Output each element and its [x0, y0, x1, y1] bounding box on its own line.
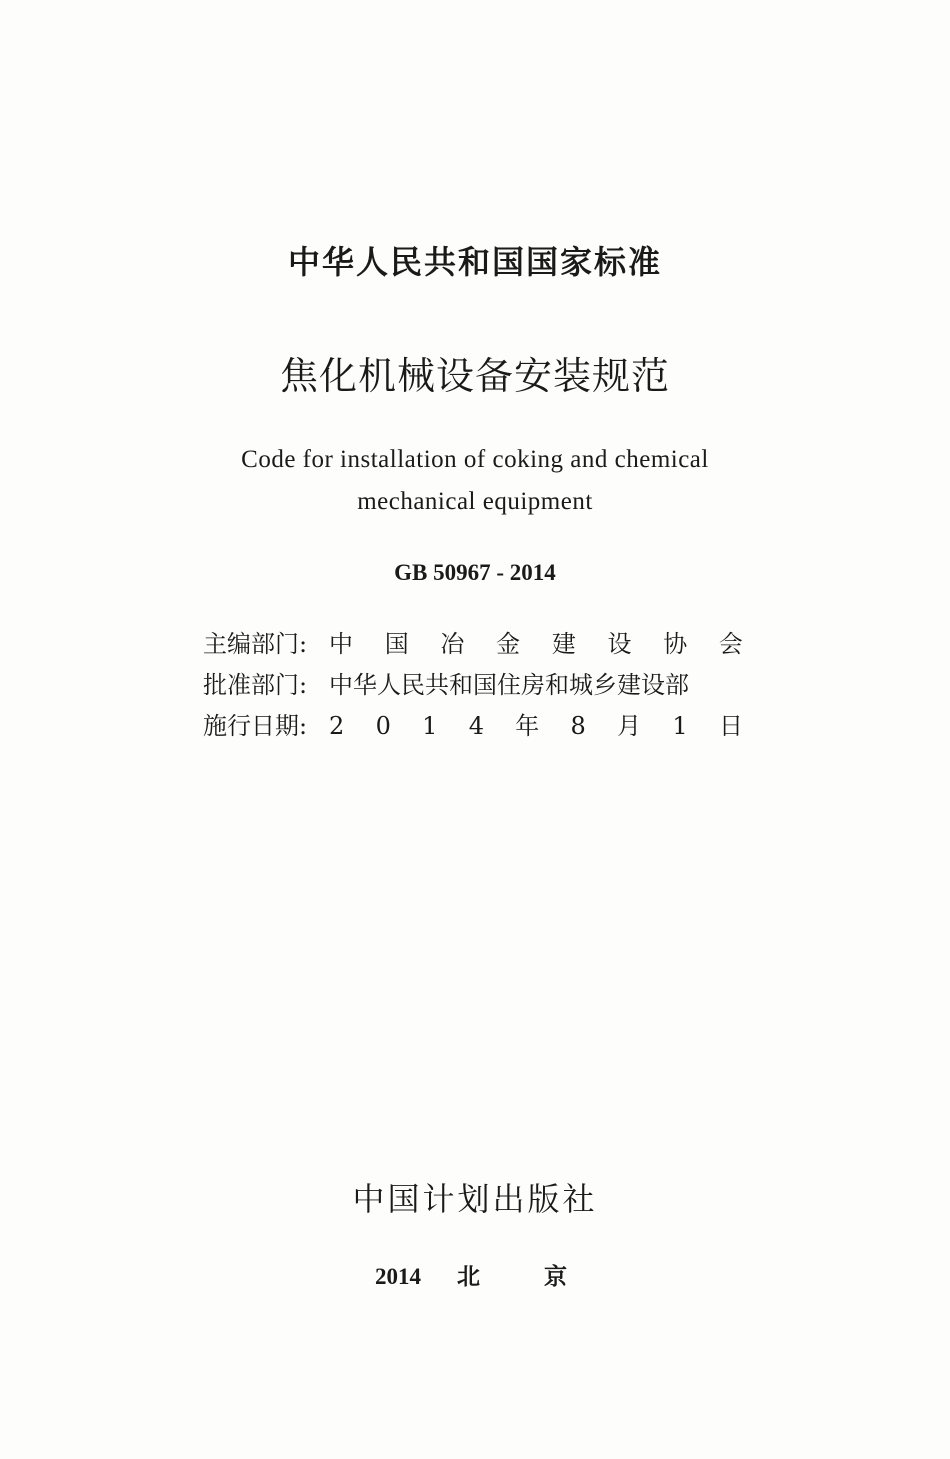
publication-city	[457, 1260, 567, 1294]
date-char: 1	[422, 712, 438, 740]
editor-char: 金	[496, 630, 521, 658]
date-char: 日	[718, 712, 743, 740]
standard-type: 中华人民共和国国家标准	[287, 243, 662, 281]
publication-line	[0, 1260, 950, 1294]
editor-char: 会	[718, 630, 743, 658]
approver-label: 批准部门:	[203, 671, 308, 699]
effective-date-value	[329, 706, 743, 746]
approver-value: 中华人民共和国住房和城乡建设部	[329, 671, 689, 699]
approver-row	[203, 665, 743, 705]
editor-char: 国	[384, 630, 409, 658]
editor-row	[203, 624, 743, 664]
chinese-title: 焦化机械设备安装规范	[279, 354, 670, 398]
editor-char: 中	[329, 630, 353, 658]
publication-year: 2014	[375, 1264, 421, 1289]
standard-code: GB 50967 - 2014	[394, 560, 556, 585]
date-char: 1	[672, 712, 688, 740]
editor-char: 设	[607, 630, 632, 658]
editor-char: 冶	[440, 630, 465, 658]
date-char: 0	[375, 712, 391, 740]
english-title-line-1: Code for installation of coking and chemical	[241, 446, 709, 473]
city-char: 北	[457, 1264, 480, 1290]
editor-char: 建	[551, 630, 576, 658]
date-char: 月	[617, 712, 642, 740]
date-char: 2	[329, 712, 345, 740]
effective-date-label: 施行日期:	[203, 712, 308, 740]
editor-value	[329, 624, 743, 664]
date-char: 8	[570, 712, 586, 740]
editor-char: 协	[663, 630, 688, 658]
date-char: 年	[515, 712, 540, 740]
city-char: 京	[544, 1264, 567, 1290]
publisher-name: 中国计划出版社	[352, 1180, 598, 1218]
effective-date-row	[203, 706, 743, 746]
date-char: 4	[468, 712, 484, 740]
editor-label: 主编部门:	[203, 630, 308, 658]
english-title-line-2: mechanical equipment	[357, 488, 593, 515]
